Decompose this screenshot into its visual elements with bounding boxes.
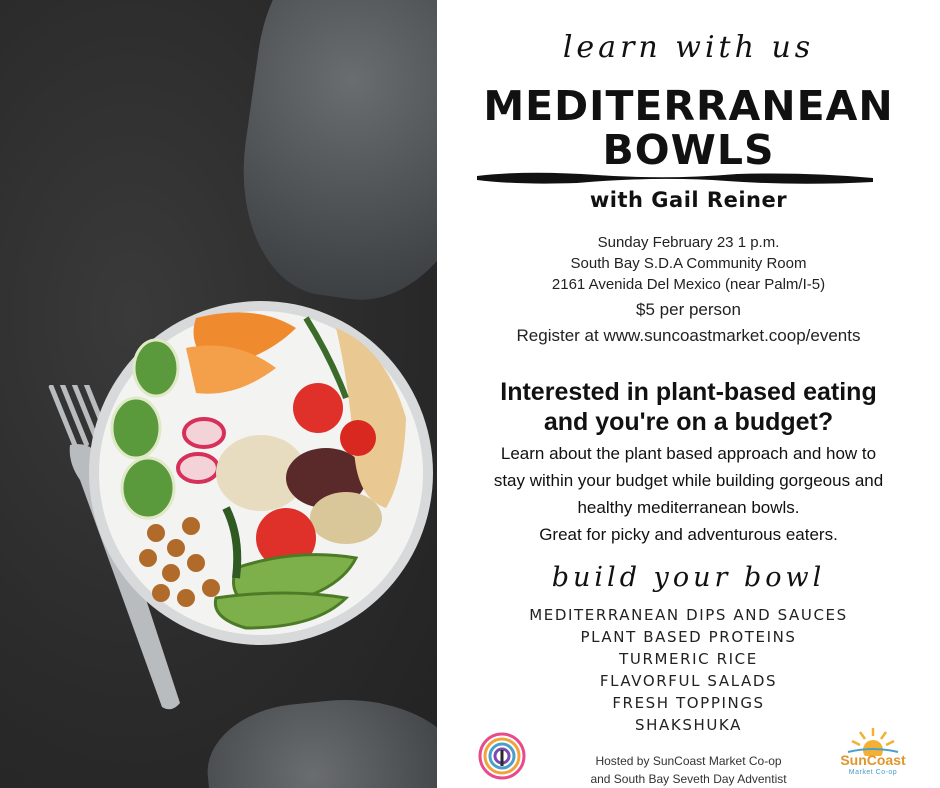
fingerprint-logo-icon <box>478 732 526 780</box>
menu-item: TURMERIC RICE <box>619 650 758 668</box>
menu-item: FRESH TOPPINGS <box>612 694 765 712</box>
hosted-line-2: and South Bay Seveth Day Adventist <box>590 772 787 786</box>
event-title <box>437 84 940 172</box>
question-line-1: Interested in plant-based eating <box>500 378 877 406</box>
register-link[interactable]: Register at www.suncoastmarket.coop/events <box>516 326 861 345</box>
event-details <box>437 232 940 295</box>
event-address: 2161 Avenida Del Mexico (near Palm/I-5) <box>551 276 826 293</box>
question-line-2: and you're on a budget? <box>543 408 834 436</box>
food-photo <box>0 0 437 788</box>
hosted-by-text <box>547 752 830 788</box>
desc-line-1: Learn about the plant based approach and how to <box>500 444 877 463</box>
napkin-top <box>226 0 437 315</box>
menu-item: SHAKSHUKA <box>635 716 742 734</box>
menu-list <box>437 604 940 736</box>
suncoast-logo <box>838 726 908 782</box>
pitch-question <box>447 377 930 437</box>
menu-item: PLANT BASED PROTEINS <box>580 628 797 646</box>
menu-item: FLAVORFUL SALADS <box>599 672 778 690</box>
bowl-illustration <box>86 298 436 648</box>
title-line-2: BOWLS <box>602 126 775 174</box>
logo-brand-text: SunCoast <box>840 752 906 768</box>
kicker-text: learn with us <box>562 30 815 65</box>
logo-sub-text: Market Co-op <box>848 769 898 776</box>
host-line: with Gail Reiner <box>589 188 788 212</box>
brush-stroke-divider <box>477 168 873 188</box>
event-location: South Bay S.D.A Community Room <box>570 255 807 272</box>
desc-line-4: Great for picky and adventurous eaters. <box>539 525 838 544</box>
hosted-line-1: Hosted by SunCoast Market Co-op <box>595 754 782 768</box>
pitch-description <box>455 440 922 548</box>
menu-item: MEDITERRANEAN DIPS AND SAUCES <box>529 606 848 624</box>
menu-heading: build your bowl <box>551 562 826 593</box>
desc-line-3: healthy mediterranean bowls. <box>577 498 800 517</box>
event-info-panel <box>437 0 940 788</box>
event-price: $5 per person <box>636 300 741 319</box>
desc-line-2: stay within your budget while building gorgeous and <box>493 471 884 490</box>
title-line-1: MEDITERRANEAN <box>483 82 894 130</box>
event-date: Sunday February 23 1 p.m. <box>597 234 780 251</box>
napkin-bottom <box>201 687 437 788</box>
